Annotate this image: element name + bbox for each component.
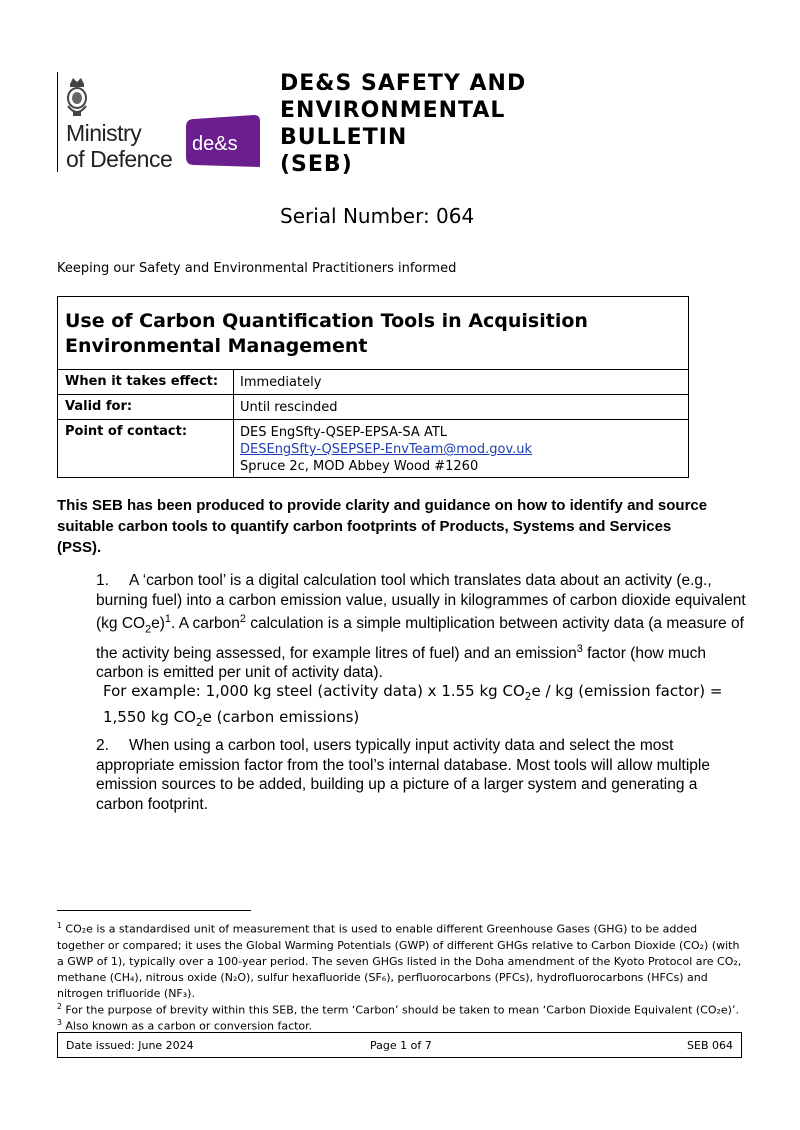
mod-logo-text: Ministry of Defence <box>66 120 173 172</box>
paragraph-2: 2. When using a carbon tool, users typically input activity data and select the most appropriate emission factor from the tool’s internal database. Most tools will allow multiple emission sources to be added, building up a picture of a larger system and generating a carbon footprint. <box>96 737 710 813</box>
effect-value: Immediately <box>240 375 322 390</box>
effect-label: When it takes effect: <box>65 374 219 389</box>
table-divider <box>57 419 689 420</box>
footnote-2: $^2$ For the purpose of brevity within this SEB, the term ‘Carbon’ should be taken to mean ‘Carbon Dioxide Equivalent (CO₂e)’. <box>57 1002 739 1017</box>
contact-team: DES EngSfty-QSEP-EPSA-SA ATL <box>240 425 448 440</box>
table-column-divider <box>233 369 234 478</box>
tagline: Keeping our Safety and Environmental Practitioners informed <box>57 261 457 276</box>
mod-logo-rule <box>57 72 58 172</box>
footnote-ref-2: 2 <box>239 613 246 625</box>
table-divider <box>57 369 689 370</box>
contact-label: Point of contact: <box>65 424 188 439</box>
page-footer <box>57 1032 742 1058</box>
footnote-rule <box>57 910 251 911</box>
contact-email-link[interactable]: DESEngSfty-QSEPSEP-EnvTeam@mod.gov.uk <box>240 442 533 457</box>
bulletin-heading: Use of Carbon Quantification Tools in Acquisition Environmental Management <box>65 310 588 357</box>
page-number: Page 1 of 7 <box>370 1039 432 1052</box>
royal-crest-icon <box>64 74 90 118</box>
bulletin-title: DE&S SAFETY AND ENVIRONMENTAL BULLETIN (SEB) <box>280 71 527 177</box>
paragraph-1: 1. A ‘carbon tool’ is a digital calculation tool which translates data about an activity (e.g., burning fuel) into a carbon emission value, usually in kilogrammes of carbon dioxide equivalent (kg $CO_2e)^1$. A carbon$^2$ calculation is a simple multiplication between activity data (a measure of the activity being assessed, for example litres of fuel) and an emission$^3$ factor (how much carbon is emitted per unit of activity data). <box>96 572 746 682</box>
footnote-3: $^3$ Also known as a carbon or conversion factor. <box>57 1018 313 1033</box>
seb-reference: SEB 064 <box>687 1039 733 1052</box>
serial-number: Serial Number: 064 <box>280 204 475 228</box>
valid-label: Valid for: <box>65 399 133 414</box>
des-logo <box>180 113 262 171</box>
valid-value: Until rescinded <box>240 400 338 415</box>
footnote-ref-3: 3 <box>576 642 583 655</box>
footnote-ref-1: 1 <box>164 613 171 625</box>
paragraph-number: 1. <box>96 572 109 589</box>
contact-address: Spruce 2c, MOD Abbey Wood #1260 <box>240 459 479 474</box>
contact-value <box>240 424 532 475</box>
paragraph-number: 2. <box>96 737 109 754</box>
lead-paragraph: This SEB has been produced to provide clarity and guidance on how to identify and source suitable carbon tools to quantify carbon footprints of Products, Systems and Services (PSS). <box>57 497 708 556</box>
example-calculation: For example: 1,000 kg steel (activity data) x 1.55 kg $CO_2e$ / kg (emission factor) = 1,550 kg $CO_2e$ (carbon emissions) <box>103 682 723 729</box>
table-divider <box>57 394 689 395</box>
date-issued: Date issued: June 2024 <box>66 1039 194 1052</box>
footnote-1: $^1$ CO₂e is a standardised unit of measurement that is used to enable different Greenhouse Gases (GHG) to be added together or compared; it uses the Global Warming Potentials (GWP) of different GHGs relative to Carbon Dioxide (CO₂) (with a GWP of 1), typically over a 100-year period. The seven GHGs listed in the Doha amendment of the Kyoto Protocol are CO₂, methane (CH₄), nitrous oxide (N₂O), sulfur hexafluoride (SF₆), perfluorocarbons (PFCs), hydrofluorocarbons (HFCs) and nitrogen trifluoride (NF₃). <box>57 921 742 1000</box>
svg-text:de&s: de&s <box>192 133 238 155</box>
